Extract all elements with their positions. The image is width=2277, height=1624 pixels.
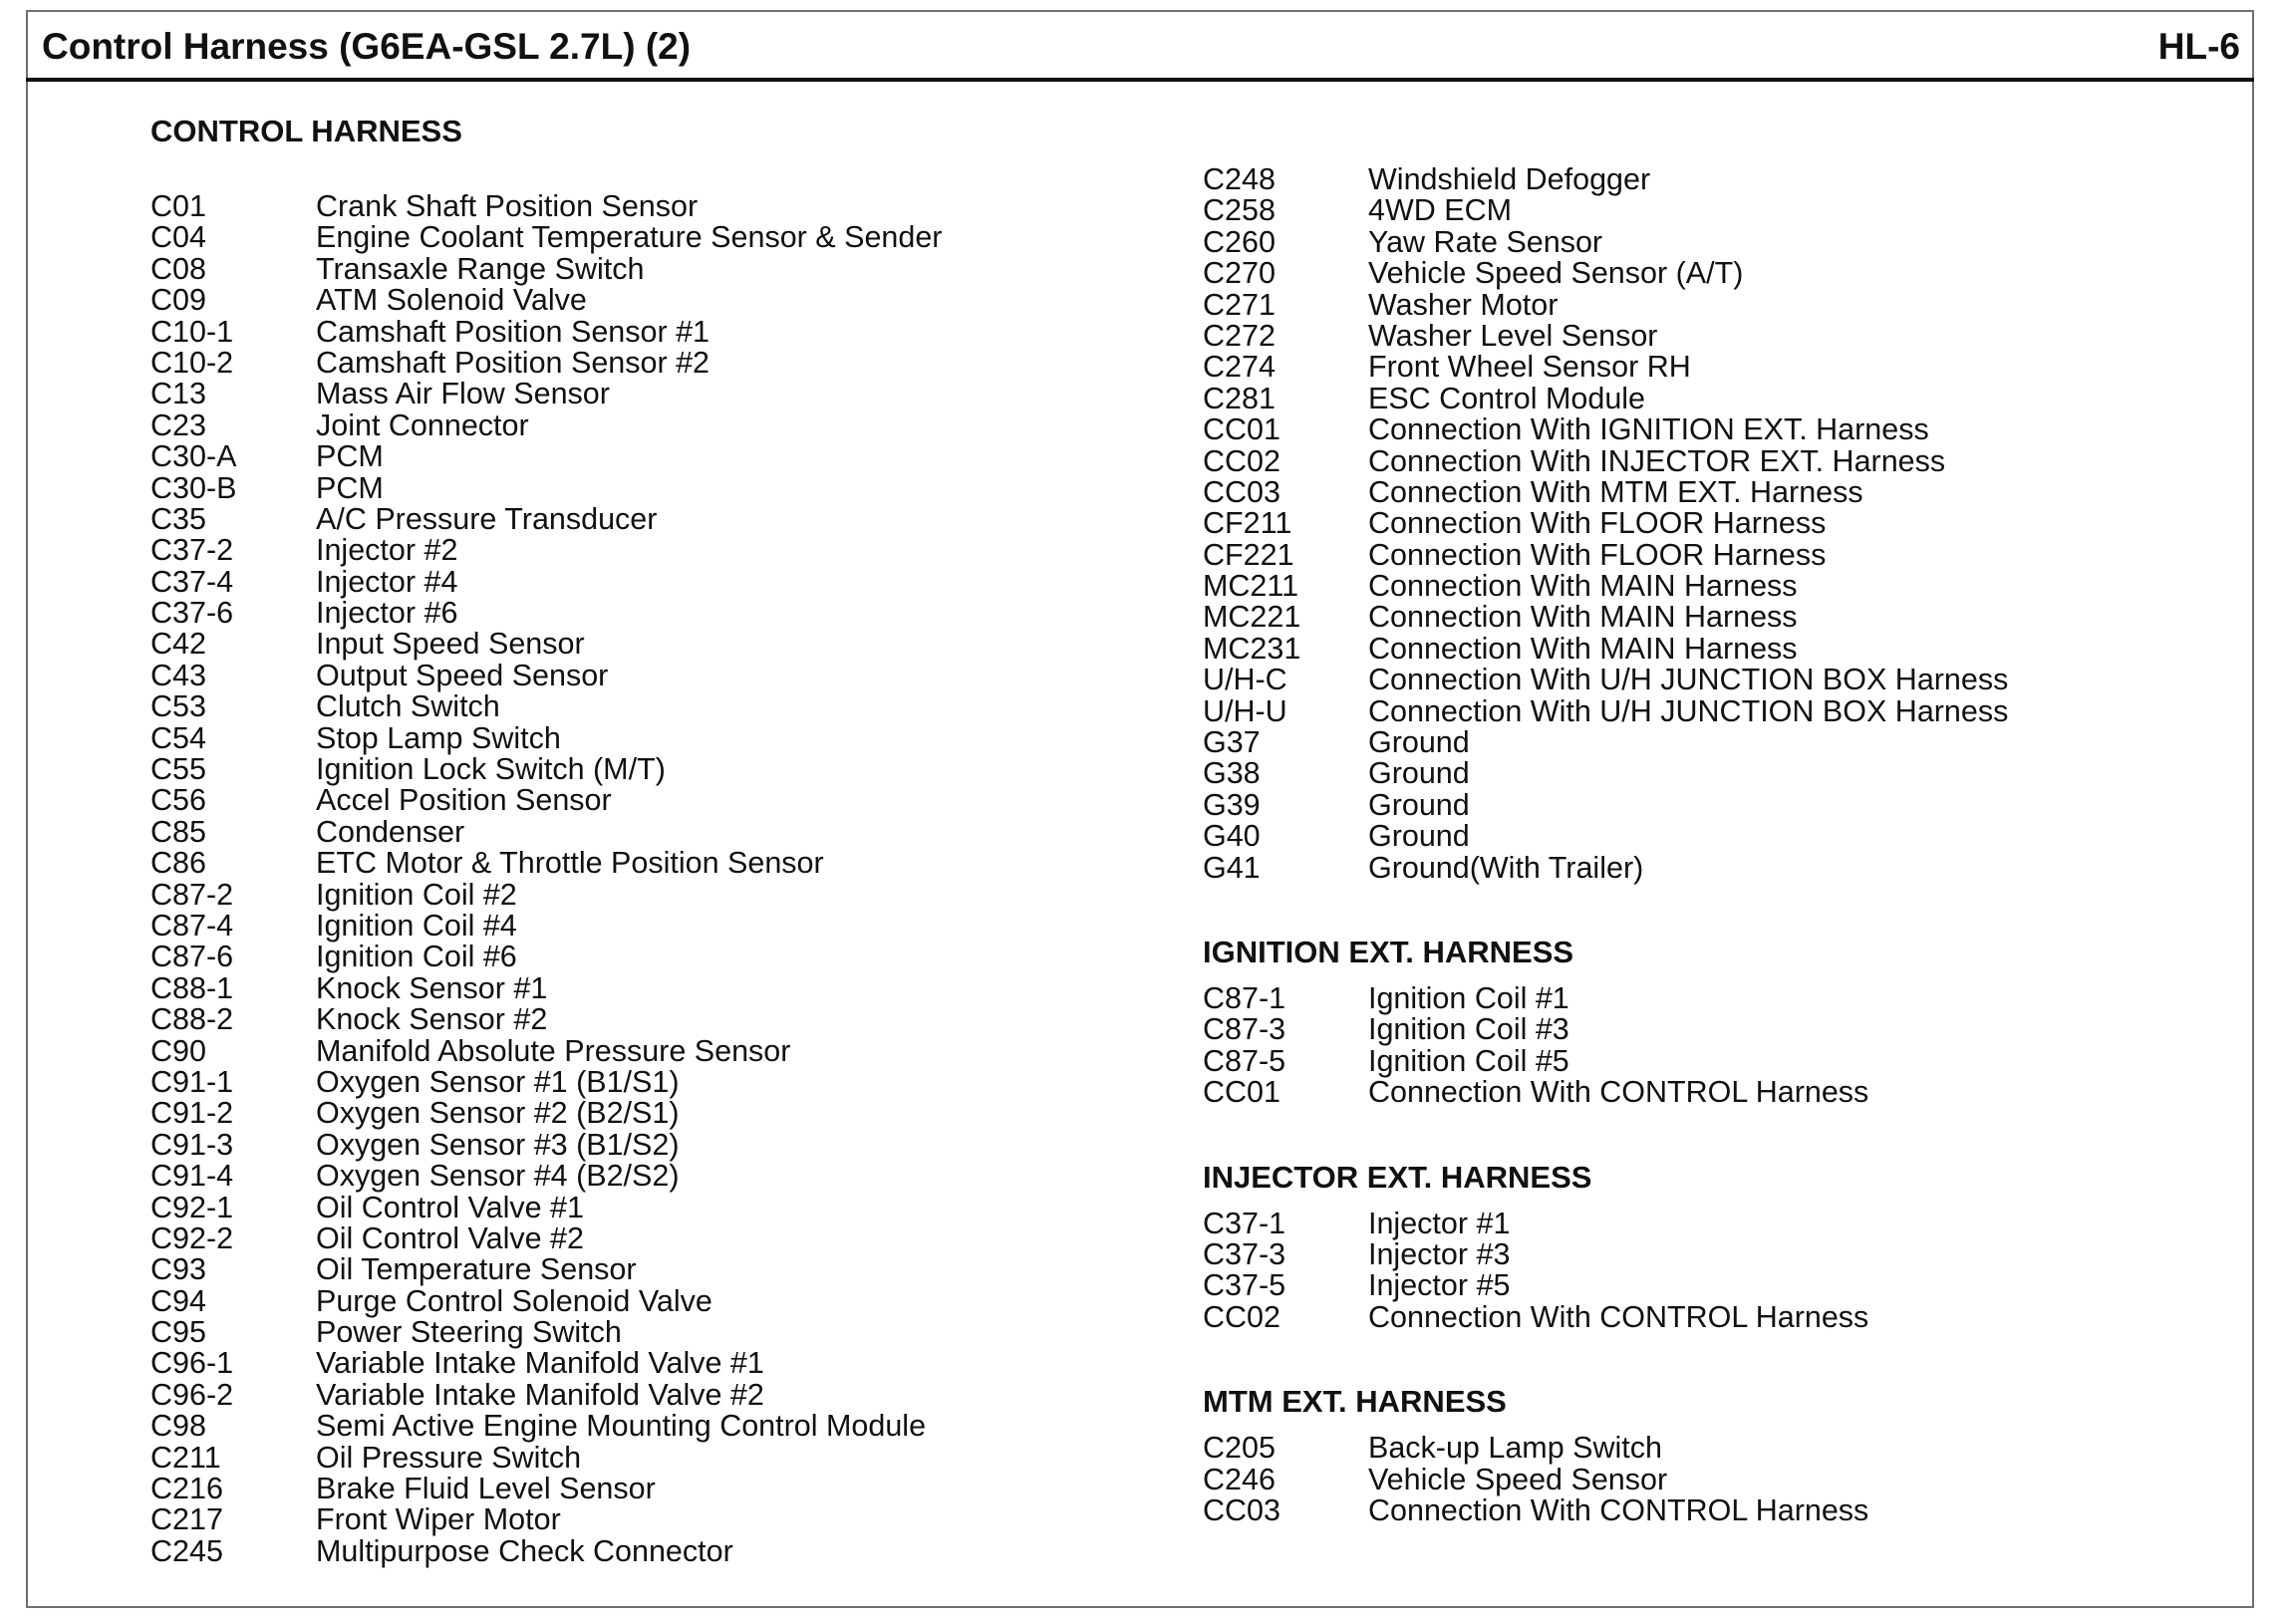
connector-code: MC231 — [1203, 631, 1301, 666]
connector-name: Camshaft Position Sensor #1 — [316, 314, 711, 349]
connector-code: C37-3 — [1203, 1236, 1286, 1271]
list-item — [1203, 758, 2229, 789]
connector-name: Mass Air Flow Sensor — [316, 377, 610, 411]
connector-code: C91-3 — [150, 1127, 234, 1162]
list-item — [150, 848, 1147, 879]
connector-code: C30-A — [150, 439, 237, 474]
connector-code: C37-6 — [150, 596, 234, 631]
list-item — [1203, 474, 2229, 509]
connector-code: C270 — [1203, 256, 1276, 291]
connector-name: Windshield Defogger — [1368, 162, 1651, 196]
connector-code: C92-1 — [150, 1190, 234, 1224]
ignition-ext-harness-section — [1203, 932, 2229, 1109]
connector-name: Variable Intake Manifold Valve #2 — [316, 1377, 764, 1412]
connector-code: C94 — [150, 1283, 206, 1318]
connector-name: Ignition Coil #4 — [316, 908, 517, 943]
list-item — [1203, 602, 2229, 633]
connector-name: Ground — [1368, 756, 1470, 791]
connector-code: C258 — [1203, 193, 1276, 228]
connector-code: C216 — [150, 1472, 223, 1506]
list-item — [1203, 821, 2229, 852]
list-item — [150, 285, 1147, 316]
list-item — [150, 1033, 1147, 1068]
connector-code: C04 — [150, 220, 206, 255]
list-item — [1203, 258, 2229, 289]
list-item — [1203, 571, 2229, 602]
connector-code: G39 — [1203, 787, 1261, 822]
list-item — [150, 1064, 1147, 1099]
connector-code: C85 — [150, 814, 206, 849]
list-item — [1203, 164, 2229, 195]
list-item — [150, 1348, 1147, 1379]
connector-name: Injector #5 — [1368, 1268, 1511, 1303]
connector-name: Clutch Switch — [316, 689, 500, 724]
list-item — [150, 1220, 1147, 1255]
mtm-ext-harness-section — [1203, 1381, 2229, 1526]
connector-name: Manifold Absolute Pressure Sensor — [316, 1033, 791, 1068]
connector-code: C96-2 — [150, 1377, 234, 1412]
connector-name: ESC Control Module — [1368, 381, 1646, 415]
connector-code: C274 — [1203, 350, 1276, 385]
connector-name: A/C Pressure Transducer — [316, 501, 658, 536]
connector-name: Knock Sensor #1 — [316, 970, 548, 1005]
connector-code: C35 — [150, 501, 206, 536]
connector-name: Connection With IGNITION EXT. Harness — [1368, 412, 1929, 447]
connector-name: Yaw Rate Sensor — [1368, 224, 1603, 259]
connector-code: C91-2 — [150, 1096, 234, 1131]
list-item — [1203, 693, 2229, 728]
connector-code: CC01 — [1203, 1075, 1281, 1110]
page-number: HL-6 — [2157, 26, 2240, 67]
connector-code: C211 — [150, 1440, 221, 1475]
list-item — [150, 942, 1147, 972]
list-item — [150, 1004, 1147, 1035]
list-item — [150, 1474, 1147, 1504]
connector-name: Front Wiper Motor — [316, 1502, 561, 1537]
connector-code: C54 — [150, 720, 206, 755]
connector-name: Connection With MAIN Harness — [1368, 600, 1798, 635]
connector-code: C95 — [150, 1315, 206, 1350]
connector-name: Back-up Lamp Switch — [1368, 1431, 1662, 1466]
list-item — [150, 1254, 1147, 1285]
connector-name: Accel Position Sensor — [316, 783, 612, 818]
list-item — [150, 535, 1147, 566]
list-item — [1203, 787, 2229, 822]
connector-code: C37-1 — [1203, 1206, 1286, 1240]
mtm-ext-harness-list — [1203, 1433, 2229, 1526]
connector-code: C205 — [1203, 1431, 1276, 1466]
connector-name: Injector #3 — [1368, 1236, 1511, 1271]
connector-code: C86 — [150, 846, 206, 881]
list-item — [1203, 195, 2229, 226]
list-item — [150, 1317, 1147, 1348]
connector-name: Injector #1 — [1368, 1206, 1511, 1240]
list-item — [1203, 1492, 2229, 1527]
injector-ext-harness-section — [1203, 1157, 2229, 1334]
connector-name: Ignition Coil #3 — [1368, 1012, 1569, 1047]
connector-name: Vehicle Speed Sensor (A/T) — [1368, 256, 1744, 291]
control-harness-title: CONTROL HARNESS — [150, 114, 462, 148]
list-item — [150, 345, 1147, 380]
connector-name: Input Speed Sensor — [316, 627, 585, 662]
connector-name: Ground(With Trailer) — [1368, 850, 1644, 885]
list-item — [1203, 352, 2229, 383]
connector-code: C42 — [150, 627, 206, 662]
connector-code: C91-4 — [150, 1159, 234, 1194]
connector-code: C09 — [150, 283, 206, 318]
connector-code: C245 — [150, 1533, 223, 1568]
connector-code: CC02 — [1203, 1299, 1281, 1334]
connector-code: C272 — [1203, 318, 1276, 353]
connector-code: C246 — [1203, 1462, 1276, 1496]
connector-name: Semi Active Engine Mounting Control Module — [316, 1409, 927, 1444]
connector-name: Stop Lamp Switch — [316, 720, 561, 755]
list-item — [150, 691, 1147, 722]
connector-code: CC03 — [1203, 1492, 1281, 1527]
connector-name: Oxygen Sensor #4 (B2/S2) — [316, 1159, 680, 1194]
connector-code: U/H-U — [1203, 693, 1287, 728]
connector-name: Ignition Lock Switch (M/T) — [316, 752, 666, 787]
ignition-ext-harness-title: IGNITION EXT. HARNESS — [1203, 934, 1574, 969]
list-item — [150, 1161, 1147, 1192]
connector-name: Brake Fluid Level Sensor — [316, 1472, 656, 1506]
connector-name: Multipurpose Check Connector — [316, 1533, 733, 1568]
connector-name: Connection With U/H JUNCTION BOX Harness — [1368, 663, 2009, 697]
list-item — [1203, 631, 2229, 666]
connector-name: Oil Control Valve #2 — [316, 1220, 584, 1255]
connector-code: C08 — [150, 251, 206, 286]
connector-name: Power Steering Switch — [316, 1315, 622, 1350]
connector-code: C37-4 — [150, 564, 234, 599]
list-item — [150, 470, 1147, 505]
list-item — [1203, 980, 2229, 1015]
connector-name: Oil Pressure Switch — [316, 1440, 582, 1475]
connector-code: C88-2 — [150, 1002, 234, 1037]
list-item — [150, 598, 1147, 629]
connector-code: C37-5 — [1203, 1268, 1286, 1303]
connector-name: Injector #4 — [316, 564, 458, 599]
list-item — [1203, 665, 2229, 695]
injector-ext-harness-list — [1203, 1206, 2229, 1334]
connector-name: Condenser — [316, 814, 465, 849]
connector-name: Oxygen Sensor #3 (B1/S2) — [316, 1127, 680, 1162]
list-item — [150, 564, 1147, 599]
list-item — [1203, 1236, 2229, 1271]
connector-name: Output Speed Sensor — [316, 658, 609, 692]
list-item — [1203, 224, 2229, 259]
list-item — [1203, 1433, 2229, 1464]
list-item — [1203, 508, 2229, 539]
connector-code: C87-4 — [150, 908, 234, 943]
connector-code: CC03 — [1203, 474, 1281, 509]
connector-code: C10-1 — [150, 314, 234, 349]
connector-code: MC221 — [1203, 600, 1301, 635]
list-item — [150, 785, 1147, 816]
connector-name: ETC Motor & Throttle Position Sensor — [316, 846, 824, 881]
connector-name: PCM — [316, 470, 384, 505]
list-item — [1203, 1077, 2229, 1108]
connector-name: Variable Intake Manifold Valve #1 — [316, 1346, 764, 1381]
connector-name: Connection With U/H JUNCTION BOX Harness — [1368, 693, 2009, 728]
connector-code: C260 — [1203, 224, 1276, 259]
connector-name: Vehicle Speed Sensor — [1368, 1462, 1668, 1496]
connector-name: Knock Sensor #2 — [316, 1002, 548, 1037]
connector-code: CC01 — [1203, 412, 1281, 447]
connector-name: Washer Motor — [1368, 287, 1559, 322]
list-item — [150, 501, 1147, 536]
left-column — [150, 111, 1147, 1567]
page-header — [26, 10, 2254, 82]
list-item — [150, 1533, 1147, 1568]
connector-name: Oxygen Sensor #1 (B1/S1) — [316, 1064, 680, 1099]
connector-name: Connection With CONTROL Harness — [1368, 1299, 1869, 1334]
list-item — [1203, 1270, 2229, 1301]
list-item — [150, 1283, 1147, 1318]
mtm-ext-harness-title: MTM EXT. HARNESS — [1203, 1384, 1507, 1420]
connector-code: C90 — [150, 1033, 206, 1068]
connector-name: PCM — [316, 439, 384, 474]
connector-name: Connection With FLOOR Harness — [1368, 537, 1827, 572]
list-item — [150, 754, 1147, 785]
connector-name: Camshaft Position Sensor #2 — [316, 345, 711, 380]
connector-name: 4WD ECM — [1368, 193, 1513, 228]
list-item — [1203, 381, 2229, 415]
connector-code: C43 — [150, 658, 206, 692]
connector-code: C271 — [1203, 287, 1276, 322]
list-item — [150, 379, 1147, 409]
connector-code: C87-5 — [1203, 1043, 1286, 1078]
connector-code: C92-2 — [150, 1220, 234, 1255]
list-item — [1203, 443, 2229, 478]
list-item — [150, 970, 1147, 1005]
connector-code: G38 — [1203, 756, 1261, 791]
connector-name: Connection With FLOOR Harness — [1368, 506, 1827, 541]
list-item — [1203, 318, 2229, 353]
list-item — [1203, 1206, 2229, 1240]
connector-name: Front Wheel Sensor RH — [1368, 350, 1691, 385]
connector-name: Connection With MAIN Harness — [1368, 631, 1798, 666]
connector-name: Joint Connector — [316, 407, 529, 442]
list-item — [150, 908, 1147, 943]
control-harness-continued — [1203, 164, 2229, 884]
list-item — [150, 191, 1147, 222]
list-item — [1203, 1462, 2229, 1496]
list-item — [150, 1504, 1147, 1535]
connector-code: G41 — [1203, 850, 1261, 885]
connector-name: Ignition Coil #1 — [1368, 980, 1569, 1015]
list-item — [1203, 537, 2229, 572]
connector-name: Washer Level Sensor — [1368, 318, 1658, 353]
connector-code: U/H-C — [1203, 663, 1287, 697]
connector-code: C98 — [150, 1409, 206, 1444]
connector-code: C248 — [1203, 162, 1276, 196]
connector-name: Connection With CONTROL Harness — [1368, 1492, 1869, 1527]
list-item — [150, 222, 1147, 253]
list-item — [150, 1190, 1147, 1224]
connector-name: Oxygen Sensor #2 (B2/S1) — [316, 1096, 680, 1131]
connector-code: CF211 — [1203, 506, 1292, 541]
connector-name: Ground — [1368, 819, 1470, 854]
list-item — [150, 1377, 1147, 1412]
connector-code: CF221 — [1203, 537, 1294, 572]
list-item — [150, 314, 1147, 349]
connector-name: Connection With CONTROL Harness — [1368, 1075, 1869, 1110]
connector-code: C53 — [150, 689, 206, 724]
connector-code: MC211 — [1203, 569, 1299, 604]
list-item — [1203, 1043, 2229, 1078]
right-column — [1203, 164, 2229, 1526]
connector-code: C91-1 — [150, 1064, 234, 1099]
control-harness-list-right — [1203, 164, 2229, 884]
list-item — [1203, 1299, 2229, 1334]
connector-code: C87-3 — [1203, 1012, 1286, 1047]
connector-name: ATM Solenoid Valve — [316, 283, 587, 318]
list-item — [1203, 1014, 2229, 1045]
connector-code: C10-2 — [150, 345, 234, 380]
list-item — [150, 720, 1147, 755]
connector-code: G37 — [1203, 725, 1261, 760]
list-item — [150, 1411, 1147, 1442]
connector-code: C96-1 — [150, 1346, 234, 1381]
connector-name: Injector #6 — [316, 596, 458, 631]
connector-name: Transaxle Range Switch — [316, 251, 645, 286]
connector-code: C30-B — [150, 470, 237, 505]
connector-name: Oil Control Valve #1 — [316, 1190, 584, 1224]
list-item — [1203, 727, 2229, 758]
connector-name: Crank Shaft Position Sensor — [316, 189, 699, 223]
list-item — [150, 814, 1147, 849]
connector-name: Connection With MAIN Harness — [1368, 569, 1798, 604]
control-harness-list-left — [150, 191, 1147, 1567]
list-item — [150, 1098, 1147, 1129]
list-item — [150, 658, 1147, 692]
connector-code: C13 — [150, 377, 206, 411]
connector-code: C87-1 — [1203, 980, 1286, 1015]
list-item — [1203, 287, 2229, 322]
connector-code: C281 — [1203, 381, 1276, 415]
list-item — [150, 1127, 1147, 1162]
connector-code: G40 — [1203, 819, 1261, 854]
connector-name: Ignition Coil #2 — [316, 877, 517, 912]
connector-name: Ignition Coil #6 — [316, 940, 517, 974]
connector-code: C87-6 — [150, 940, 234, 974]
connector-name: Engine Coolant Temperature Sensor & Sender — [316, 220, 943, 255]
connector-code: C37-2 — [150, 533, 234, 568]
list-item — [150, 1440, 1147, 1475]
connector-name: Connection With MTM EXT. Harness — [1368, 474, 1863, 509]
connector-code: C55 — [150, 752, 206, 787]
connector-code: C87-2 — [150, 877, 234, 912]
list-item — [150, 441, 1147, 472]
list-item — [150, 407, 1147, 442]
list-item — [150, 629, 1147, 660]
connector-name: Purge Control Solenoid Valve — [316, 1283, 712, 1318]
page-title: Control Harness (G6EA-GSL 2.7L) (2) — [42, 26, 692, 67]
injector-ext-harness-title: INJECTOR EXT. HARNESS — [1203, 1159, 1592, 1195]
ignition-ext-harness-list — [1203, 980, 2229, 1110]
connector-name: Ground — [1368, 787, 1470, 822]
connector-code: C23 — [150, 407, 206, 442]
connector-code: C56 — [150, 783, 206, 818]
connector-name: Oil Temperature Sensor — [316, 1252, 637, 1287]
connector-name: Ground — [1368, 725, 1470, 760]
connector-name: Connection With INJECTOR EXT. Harness — [1368, 443, 1946, 478]
list-item — [1203, 414, 2229, 445]
connector-code: C217 — [150, 1502, 223, 1537]
list-item — [1203, 850, 2229, 885]
list-item — [150, 877, 1147, 912]
connector-code: C93 — [150, 1252, 206, 1287]
list-item — [150, 251, 1147, 286]
connector-code: C88-1 — [150, 970, 234, 1005]
connector-code: C01 — [150, 189, 206, 223]
connector-code: CC02 — [1203, 443, 1281, 478]
connector-name: Injector #2 — [316, 533, 458, 568]
connector-name: Ignition Coil #5 — [1368, 1043, 1569, 1078]
